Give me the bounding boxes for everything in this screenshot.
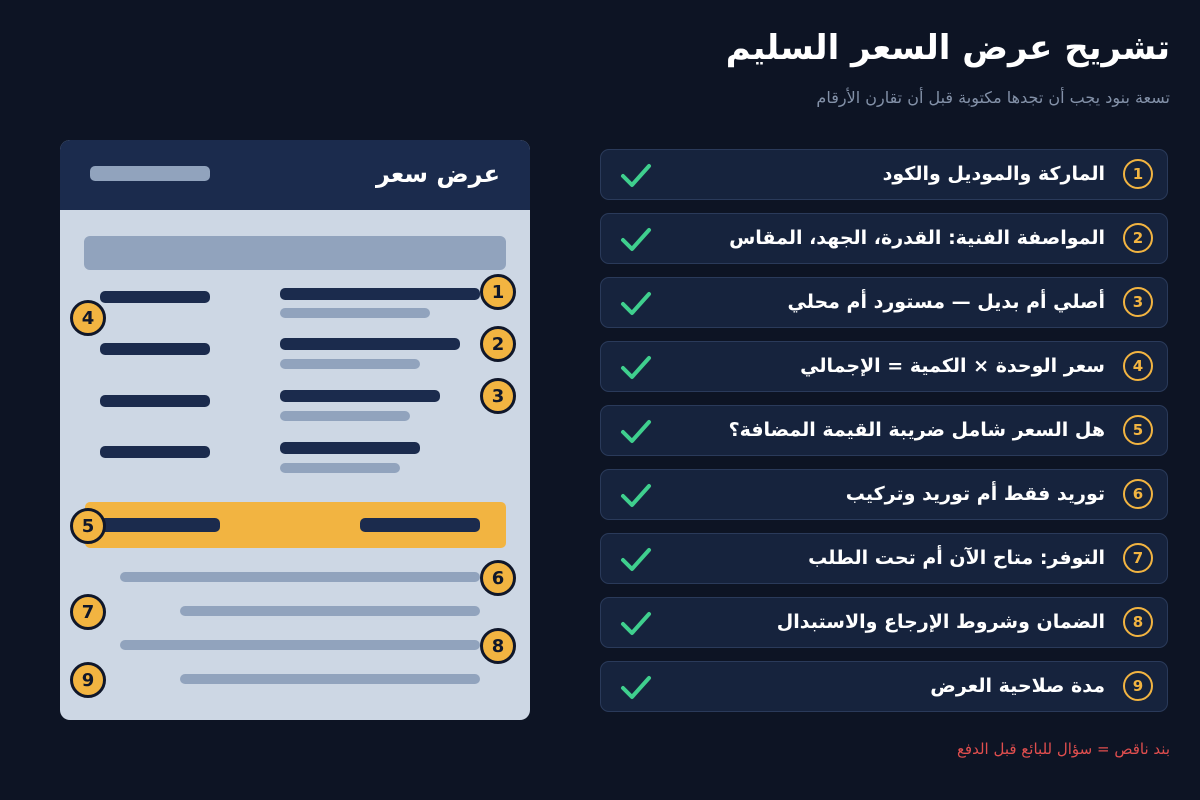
header-placeholder-bar xyxy=(90,166,210,181)
footer-line-3 xyxy=(120,640,480,650)
item-label: التوفر: متاح الآن أم تحت الطلب xyxy=(808,547,1105,569)
item-number-badge: 7 xyxy=(1123,543,1153,573)
item-number-badge: 4 xyxy=(1123,351,1153,381)
row-3-left-bar xyxy=(100,395,210,407)
item-number-badge: 1 xyxy=(1123,159,1153,189)
checkmark-icon xyxy=(619,608,653,638)
page-title: تشريح عرض السعر السليم xyxy=(725,28,1170,68)
footer-line-4 xyxy=(180,674,480,684)
item-label: الضمان وشروط الإرجاع والاستبدال xyxy=(776,611,1105,633)
row-1-sub-bar xyxy=(280,308,430,318)
checkmark-icon xyxy=(619,544,653,574)
row-3-value-bar xyxy=(280,390,440,402)
marker-7: 7 xyxy=(70,594,106,630)
row-4-left-bar xyxy=(100,446,210,458)
marker-1: 1 xyxy=(480,274,516,310)
marker-9: 9 xyxy=(70,662,106,698)
item-label: المواصفة الفنية: القدرة، الجهد، المقاس xyxy=(729,227,1105,249)
marker-2: 2 xyxy=(480,326,516,362)
item-number-badge: 8 xyxy=(1123,607,1153,637)
checklist-item-6 xyxy=(600,469,1168,520)
footer-line-1 xyxy=(120,572,480,582)
row-1-value-bar xyxy=(280,288,480,300)
marker-8: 8 xyxy=(480,628,516,664)
top-placeholder-bar xyxy=(84,236,506,270)
checklist-item-5 xyxy=(600,405,1168,456)
item-label: الماركة والموديل والكود xyxy=(882,163,1105,185)
item-label: هل السعر شامل ضريبة القيمة المضافة؟ xyxy=(728,419,1105,441)
checkmark-icon xyxy=(619,288,653,318)
item-label: سعر الوحدة × الكمية = الإجمالي xyxy=(800,355,1105,377)
row-3-sub-bar xyxy=(280,411,410,421)
document-title: عرض سعر xyxy=(375,160,500,188)
checklist-item-8 xyxy=(600,597,1168,648)
checklist-item-7 xyxy=(600,533,1168,584)
item-number-badge: 6 xyxy=(1123,479,1153,509)
row-2-left-bar xyxy=(100,343,210,355)
marker-3: 3 xyxy=(480,378,516,414)
checkmark-icon xyxy=(619,224,653,254)
item-number-badge: 2 xyxy=(1123,223,1153,253)
marker-5: 5 xyxy=(70,508,106,544)
row-2-sub-bar xyxy=(280,359,420,369)
total-right-bar xyxy=(360,518,480,532)
item-label: أصلي أم بديل — مستورد أم محلي xyxy=(787,291,1105,313)
row-4-value-bar xyxy=(280,442,420,454)
checkmark-icon xyxy=(619,160,653,190)
checkmark-icon xyxy=(619,352,653,382)
checklist-item-3 xyxy=(600,277,1168,328)
checklist-item-1 xyxy=(600,149,1168,200)
marker-4: 4 xyxy=(70,300,106,336)
item-label: مدة صلاحية العرض xyxy=(930,675,1105,697)
page-subtitle: تسعة بنود يجب أن تجدها مكتوبة قبل أن تقارن الأرقام xyxy=(816,88,1170,107)
quote-document-illustration xyxy=(60,140,530,720)
document-header xyxy=(60,140,530,210)
footer-line-2 xyxy=(180,606,480,616)
row-4-sub-bar xyxy=(280,463,400,473)
checklist-item-4 xyxy=(600,341,1168,392)
row-2-value-bar xyxy=(280,338,460,350)
checkmark-icon xyxy=(619,672,653,702)
item-number-badge: 9 xyxy=(1123,671,1153,701)
item-number-badge: 5 xyxy=(1123,415,1153,445)
marker-6: 6 xyxy=(480,560,516,596)
row-1-left-bar xyxy=(100,291,210,303)
footnote-warning: بند ناقص = سؤال للبائع قبل الدفع xyxy=(956,740,1170,758)
checkmark-icon xyxy=(619,416,653,446)
checklist-item-2 xyxy=(600,213,1168,264)
item-number-badge: 3 xyxy=(1123,287,1153,317)
checkmark-icon xyxy=(619,480,653,510)
item-label: توريد فقط أم توريد وتركيب xyxy=(845,483,1105,505)
total-left-bar xyxy=(100,518,220,532)
checklist-item-9 xyxy=(600,661,1168,712)
